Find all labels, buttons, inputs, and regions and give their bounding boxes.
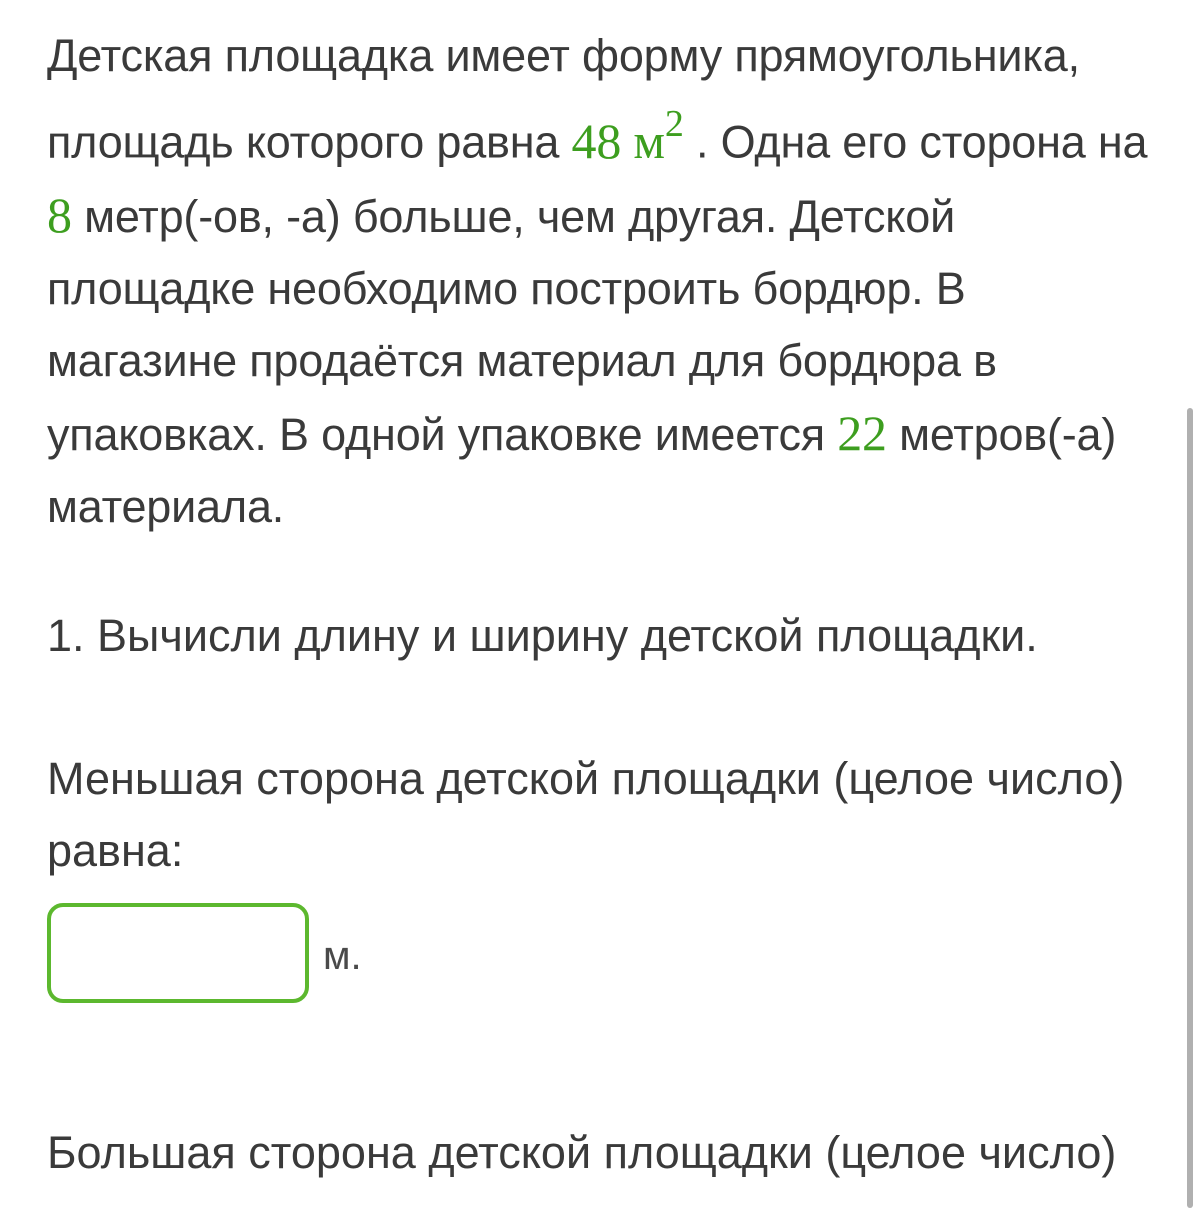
problem-text-4: метров(-а) материала.	[47, 408, 1117, 532]
smaller-side-answer-row	[47, 903, 362, 1003]
pack-length-value: 22	[837, 404, 887, 461]
task-1-heading: 1. Вычисли длину и ширину детской площадки.	[47, 610, 1038, 661]
problem-text-3: метр(-ов, -а) больше, чем другая. Детской площадке необходимо построить бордюр. В магазине продаётся материал для бордюра в упаковках. В одной упаковке имеется	[47, 190, 997, 460]
area-exponent: 2	[664, 103, 684, 145]
larger-side-label: Большая сторона детской площадки (целое число)	[47, 1127, 1117, 1178]
problem-text-2: . Одна его сторона на	[683, 116, 1148, 168]
task-content	[47, 20, 1157, 1178]
problem-text-1: Детская площадка имеет форму прямоугольника, площадь которого равна	[47, 30, 1080, 168]
area-value: 48 $м^2$	[571, 103, 684, 169]
unit-label: м.	[323, 933, 362, 978]
difference-value: 8	[47, 186, 72, 243]
smaller-side-input[interactable]	[47, 903, 309, 1003]
problem-statement	[47, 20, 1157, 543]
smaller-side-label: Меньшая сторона детской площадки (целое число) равна:	[47, 753, 1125, 876]
scrollbar[interactable]	[1187, 408, 1193, 1208]
